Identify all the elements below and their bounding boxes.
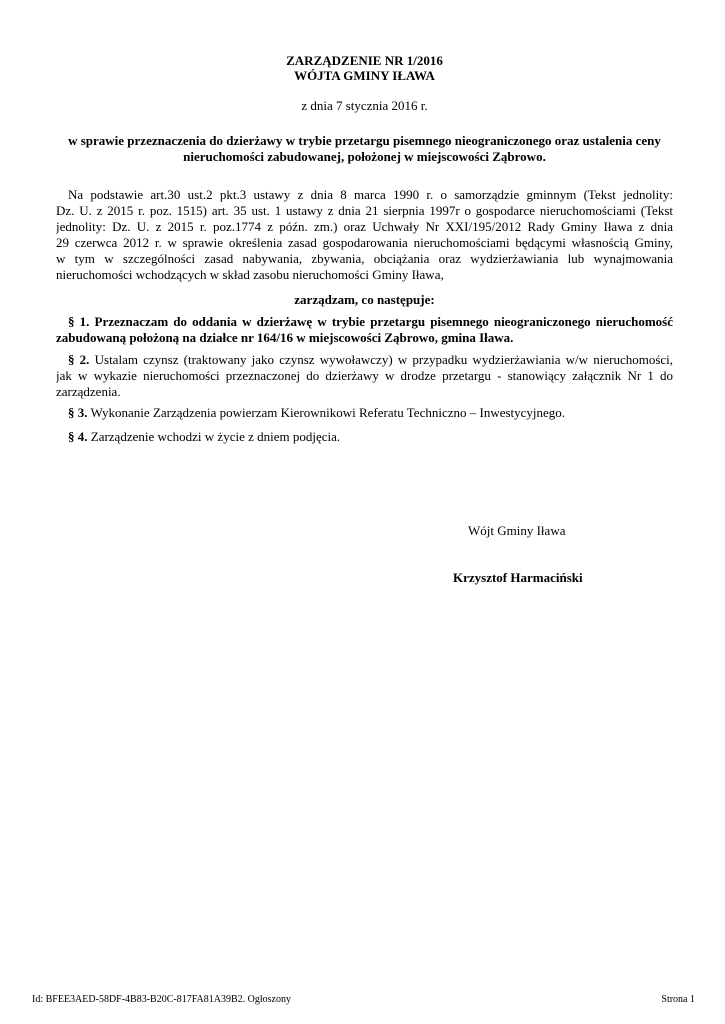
paragraph-2-line-1	[56, 352, 673, 368]
paragraph-1	[56, 314, 673, 346]
preamble-line: nieruchomości wchodzących w skład zasobu nieruchomości Gminy Iława,	[56, 267, 444, 282]
preamble-line: w tym w szczególności zasad nabywania, zbywania, obciążania oraz wydzierżawiania lub wynajmowania	[56, 251, 673, 266]
paragraph-1-text-2: zabudowaną położoną na działce nr 164/16 w miejscowości Ząbrowo, gmina Iława.	[56, 330, 514, 345]
preamble	[56, 187, 673, 283]
paragraph-2-text-1: Ustalam czynsz (traktowany jako czynsz wywoławczy) w przypadku wydzierżawiania w/w nieruchomości,	[94, 352, 673, 367]
paragraph-1-line-1	[56, 314, 673, 330]
paragraph-2	[56, 352, 673, 400]
footer-document-id: Id: BFEE3AED-58DF-4B83-B20C-817FA81A39B2. Ogłoszony	[32, 994, 291, 1005]
decree-phrase: zarządzam, co następuje:	[294, 292, 435, 307]
paragraph-2-text-2: jak w wykazie nieruchomości przeznaczonej do dzierżawy w drodze przetargu - stanowiący załącznik Nr 1 do	[56, 368, 673, 383]
subject-line-2: nieruchomości zabudowanej, położonej w miejscowości Ząbrowo.	[183, 149, 546, 164]
document-title	[56, 53, 673, 83]
paragraph-4-line	[56, 429, 673, 445]
paragraph-4-label: § 4.	[68, 429, 88, 444]
signature-role: Wójt Gminy Iława	[468, 523, 566, 538]
paragraph-4-text: Zarządzenie wchodzi w życie z dniem podjęcia.	[90, 429, 341, 444]
paragraph-2-label: § 2.	[68, 352, 90, 367]
preamble-line: jednolity: Dz. U. z 2015 r. poz.1774 z późn. zm.) oraz Uchwały Nr XXI/195/2012 Rady Gminy Iława z dnia	[56, 219, 673, 234]
paragraph-3-label: § 3.	[68, 405, 88, 420]
paragraph-1-label: § 1.	[68, 314, 90, 329]
paragraph-4	[56, 429, 673, 445]
preamble-line: Dz. U. z 2015 r. poz. 1515) art. 35 ust. 1 ustawy z dnia 21 sierpnia 1997r o gospodarce nieruchomościami (Tekst	[56, 203, 673, 218]
signature-name: Krzysztof Harmaciński	[453, 570, 583, 585]
footer-page-number: Strona 1	[661, 994, 695, 1005]
preamble-line: Na podstawie art.30 ust.2 pkt.3 ustawy z dnia 8 marca 1990 r. o samorządzie gminnym (Tekst jednolity:	[68, 187, 673, 202]
subject-line-1: w sprawie przeznaczenia do dzierżawy w trybie przetargu pisemnego nieograniczonego oraz ustalenia ceny	[68, 133, 661, 148]
title-line-1: ZARZĄDZENIE NR 1/2016	[286, 53, 443, 68]
document-subject	[56, 133, 673, 165]
document-date: z dnia 7 stycznia 2016 r.	[301, 98, 428, 113]
title-line-2: WÓJTA GMINY IŁAWA	[294, 68, 435, 83]
paragraph-3-line	[56, 405, 673, 421]
preamble-line: 29 czerwca 2012 r. w sprawie określenia zasad gospodarowania nieruchomościami będącymi własnością Gminy,	[56, 235, 673, 250]
paragraph-1-text-1: Przeznaczam do oddania w dzierżawę w trybie przetargu pisemnego nieograniczonego nieruchomość	[94, 314, 673, 329]
paragraph-2-text-3: zarządzenia.	[56, 384, 121, 399]
paragraph-3-text: Wykonanie Zarządzenia powierzam Kierownikowi Referatu Techniczno – Inwestycyjnego.	[90, 405, 566, 420]
document-page	[56, 0, 673, 1024]
paragraph-3	[56, 405, 673, 421]
